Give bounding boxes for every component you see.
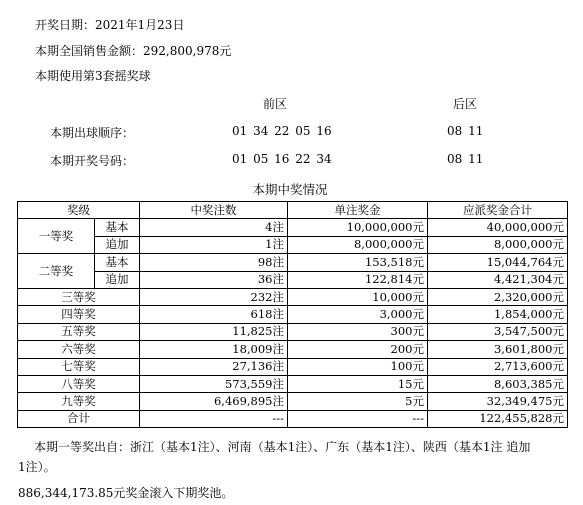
prize-single: 200元 xyxy=(288,341,428,358)
winning-numbers-back: 08 11 xyxy=(447,152,484,166)
first-prize-label: 一等奖 xyxy=(18,219,95,254)
prize-level: 八等奖 xyxy=(18,375,140,392)
second-prize-extra-total: 4,421,304元 xyxy=(428,271,568,288)
prize-single: 10,000元 xyxy=(288,288,428,305)
second-prize-extra-single: 122,814元 xyxy=(288,271,428,288)
header-level: 奖级 xyxy=(18,202,140,219)
prize-table-header-row xyxy=(18,202,568,219)
second-prize-basic-total: 15,044,764元 xyxy=(428,254,568,271)
draw-order-back: 08 11 xyxy=(447,124,484,138)
draw-order-front: 01 34 22 05 16 xyxy=(232,124,332,138)
prize-level: 九等奖 xyxy=(18,393,140,410)
first-prize-basic-count: 4注 xyxy=(140,219,288,236)
prize-count: 11,825注 xyxy=(140,323,288,340)
first-prize-extra-total: 8,000,000元 xyxy=(428,236,568,253)
prize-table-title: 本期中奖情况 xyxy=(252,182,328,197)
table-row xyxy=(18,375,568,392)
total-label: 合计 xyxy=(18,410,140,427)
sales-amount: 本期全国销售金额：292,800,978元 xyxy=(35,44,232,58)
header-count: 中奖注数 xyxy=(140,202,288,219)
first-prize-origin-line-2: 1注）。 xyxy=(18,460,56,474)
first-prize-extra-count: 1注 xyxy=(140,236,288,253)
prize-level: 四等奖 xyxy=(18,306,140,323)
table-row xyxy=(18,236,568,253)
prize-count: 232注 xyxy=(140,288,288,305)
front-area-header: 前区 xyxy=(262,97,287,111)
second-prize-basic-count: 98注 xyxy=(140,254,288,271)
first-prize-basic-total: 40,000,000元 xyxy=(428,219,568,236)
table-row xyxy=(18,306,568,323)
back-area-header: 后区 xyxy=(452,97,477,111)
table-row xyxy=(18,341,568,358)
prize-single: 300元 xyxy=(288,323,428,340)
header-total-prize: 应派奖金合计 xyxy=(428,202,568,219)
table-row xyxy=(18,323,568,340)
table-row xyxy=(18,271,568,288)
draw-date: 开奖日期：2021年1月23日 xyxy=(35,18,185,32)
ball-set-note: 本期使用第3套摇奖球 xyxy=(35,69,151,83)
winning-numbers-front: 01 05 16 22 34 xyxy=(232,152,332,166)
prize-count: 6,469,895注 xyxy=(140,393,288,410)
second-prize-basic-label: 基本 xyxy=(95,254,140,271)
prize-single: 3,000元 xyxy=(288,306,428,323)
header-single-prize: 单注奖金 xyxy=(288,202,428,219)
total-single: --- xyxy=(288,410,428,427)
prize-count: 573,559注 xyxy=(140,375,288,392)
prize-total: 3,547,500元 xyxy=(428,323,568,340)
table-row xyxy=(18,358,568,375)
prize-count: 18,009注 xyxy=(140,341,288,358)
table-row xyxy=(18,254,568,271)
jackpot-rollover: 886,344,173.85元奖金滚入下期奖池。 xyxy=(18,486,234,500)
prize-single: 100元 xyxy=(288,358,428,375)
prize-total: 2,713,600元 xyxy=(428,358,568,375)
draw-order-label: 本期出球顺序： xyxy=(50,126,135,140)
prize-table xyxy=(17,201,568,428)
first-prize-extra-label: 追加 xyxy=(95,236,140,253)
first-prize-basic-single: 10,000,000元 xyxy=(288,219,428,236)
second-prize-extra-label: 追加 xyxy=(95,271,140,288)
first-prize-basic-label: 基本 xyxy=(95,219,140,236)
second-prize-basic-single: 153,518元 xyxy=(288,254,428,271)
table-row xyxy=(18,288,568,305)
first-prize-extra-single: 8,000,000元 xyxy=(288,236,428,253)
prize-single: 5元 xyxy=(288,393,428,410)
prize-count: 618注 xyxy=(140,306,288,323)
prize-single: 15元 xyxy=(288,375,428,392)
prize-total: 1,854,000元 xyxy=(428,306,568,323)
second-prize-extra-count: 36注 xyxy=(140,271,288,288)
prize-count: 27,136注 xyxy=(140,358,288,375)
grand-total: 122,455,828元 xyxy=(428,410,568,427)
table-row-total xyxy=(18,410,568,427)
prize-level: 七等奖 xyxy=(18,358,140,375)
winning-numbers-label: 本期开奖号码： xyxy=(50,154,135,168)
prize-level: 六等奖 xyxy=(18,341,140,358)
prize-level: 五等奖 xyxy=(18,323,140,340)
prize-total: 32,349,475元 xyxy=(428,393,568,410)
prize-level: 三等奖 xyxy=(18,288,140,305)
prize-total: 3,601,800元 xyxy=(428,341,568,358)
table-row xyxy=(18,393,568,410)
second-prize-label: 二等奖 xyxy=(18,254,95,289)
table-row xyxy=(18,219,568,236)
prize-total: 2,320,000元 xyxy=(428,288,568,305)
total-count: --- xyxy=(140,410,288,427)
first-prize-origin-line-1: 本期一等奖出自：浙江（基本1注）、河南（基本1注）、广东（基本1注）、陕西（基本1注 追加 xyxy=(34,440,531,454)
prize-total: 8,603,385元 xyxy=(428,375,568,392)
first-prize-origin xyxy=(18,437,563,477)
